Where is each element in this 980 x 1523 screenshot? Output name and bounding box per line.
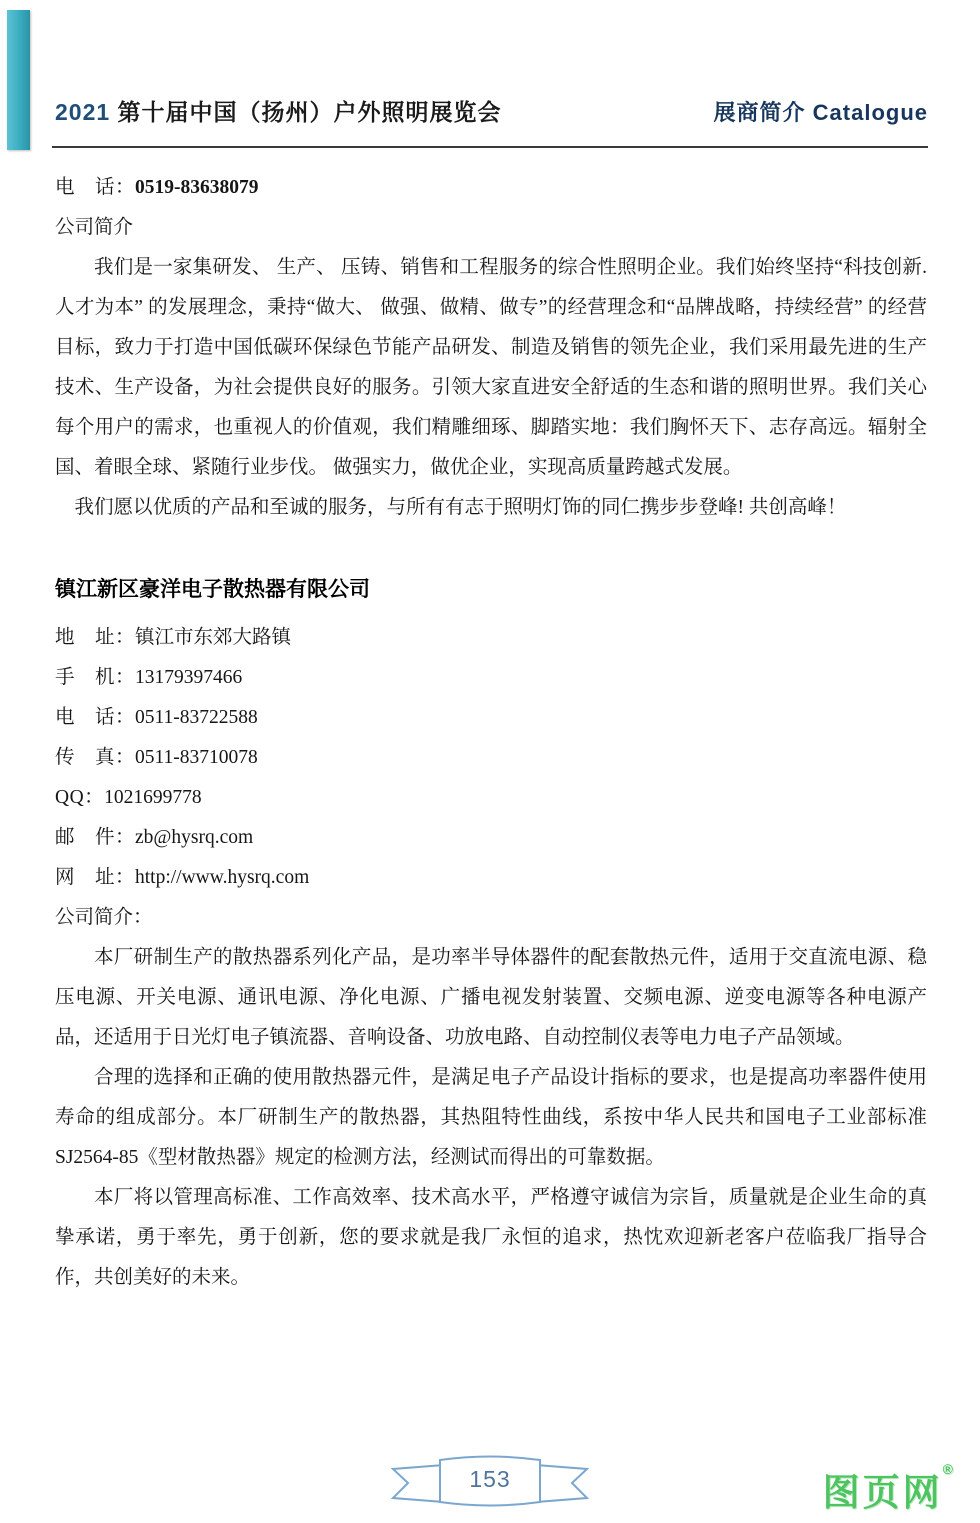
contact-label: 手 机： <box>55 667 136 688</box>
company1-intro-label: 公司简介 <box>55 217 134 238</box>
contact-label: 网 址： <box>55 867 136 888</box>
company2-paragraph-2: 合理的选择和正确的使用散热器元件，是满足电子产品设计指标的要求，也是提高功率器件使用寿命的组成部分。本厂研制生产的散热器，其热阻特性曲线，系按中华人民共和国电子工业部标准 SJ2564-85《型材散热器》规定的检测方法，经测试而得出的可靠数据。 <box>55 1067 927 1168</box>
page-content <box>55 168 927 1298</box>
contact-value: 0511-83710078 <box>135 747 258 768</box>
contact-row-fax <box>55 738 927 778</box>
contact-value: http://www.hysrq.com <box>135 867 310 888</box>
company2-intro-label: 公司简介： <box>55 907 153 928</box>
phone-value: 0519-83638079 <box>135 177 259 198</box>
header-catalogue-label: 展商简介 Catalogue <box>713 100 928 125</box>
company2-name: 镇江新区豪洋电子散热器有限公司 <box>55 578 370 601</box>
contact-value: 13179397466 <box>135 667 243 688</box>
contact-value: 1021699778 <box>104 787 202 808</box>
contact-label: 电 话： <box>55 707 136 728</box>
contact-row-phone <box>55 698 927 738</box>
page-number: 153 <box>469 1466 511 1492</box>
contact-row-website <box>55 858 927 898</box>
company1-phone-row <box>55 168 927 208</box>
contact-row-mobile <box>55 658 927 698</box>
watermark-logo <box>823 1462 956 1516</box>
contact-value: 0511-83722588 <box>135 707 258 728</box>
contact-row-address <box>55 618 927 658</box>
contact-row-qq <box>55 778 927 818</box>
company2-paragraph-1: 本厂研制生产的散热器系列化产品，是功率半导体器件的配套散热元件，适用于交直流电源、稳压电源、开关电源、通讯电源、净化电源、广播电视发射装置、交频电源、逆变电源等各种电源产品，还适用于日光灯电子镇流器、音响设备、功放电路、自动控制仪表等电力电子产品领域。 <box>55 947 927 1048</box>
header-title <box>55 94 502 127</box>
page-number-ribbon <box>380 1452 600 1510</box>
page-header <box>55 94 928 127</box>
contact-value: 镇江市东郊大路镇 <box>135 627 292 648</box>
contact-label: 地 址： <box>55 627 136 648</box>
contact-row-email <box>55 818 927 858</box>
company1-paragraph-1: 我们是一家集研发、 生产、 压铸、销售和工程服务的综合性照明企业。我们始终坚持“科技创新.人才为本” 的发展理念，秉持“做大、 做强、做精、做专”的经营理念和“品牌战略，持续经营” 的经营目标，致力于打造中国低碳环保绿色节能产品研发、制造及销售的领先企业，我们采用最先进的生产技术、生产设备，为社会提供良好的服务。引领大家直进安全舒适的生态和谐的照明世界。我们关心每个用户的需求，也重视人的价值观，我们精雕细琢、脚踏实地：我们胸怀天下、志存高远。辐射全国、着眼全球、紧随行业步伐。 做强实力，做优企业，实现高质量跨越式发展。 <box>55 257 927 478</box>
phone-label: 电 话： <box>55 177 136 198</box>
company1-paragraph-2: 我们愿以优质的产品和至诚的服务，与所有有志于照明灯饰的同仁携步步登峰! 共创高峰！ <box>74 497 847 518</box>
corner-decoration-bar <box>7 10 30 150</box>
contact-label: QQ： <box>55 787 105 808</box>
header-title-text: 第十届中国（扬州）户外照明展览会 <box>110 99 502 125</box>
registered-mark: ® <box>942 1461 956 1477</box>
company2-paragraph-3: 本厂将以管理高标准、工作高效率、技术高水平，严格遵守诚信为宗旨，质量就是企业生命的真挚承诺，勇于率先，勇于创新，您的要求就是我厂永恒的追求，热忱欢迎新老客户莅临我厂指导合作，共创美好的未来。 <box>55 1187 927 1288</box>
header-year: 2021 <box>55 99 111 125</box>
header-divider <box>52 146 928 148</box>
contact-label: 邮 件： <box>55 827 136 848</box>
contact-value: zb@hysrq.com <box>135 827 254 848</box>
contact-label: 传 真： <box>55 747 136 768</box>
watermark-text: 图页网 <box>822 1472 943 1513</box>
